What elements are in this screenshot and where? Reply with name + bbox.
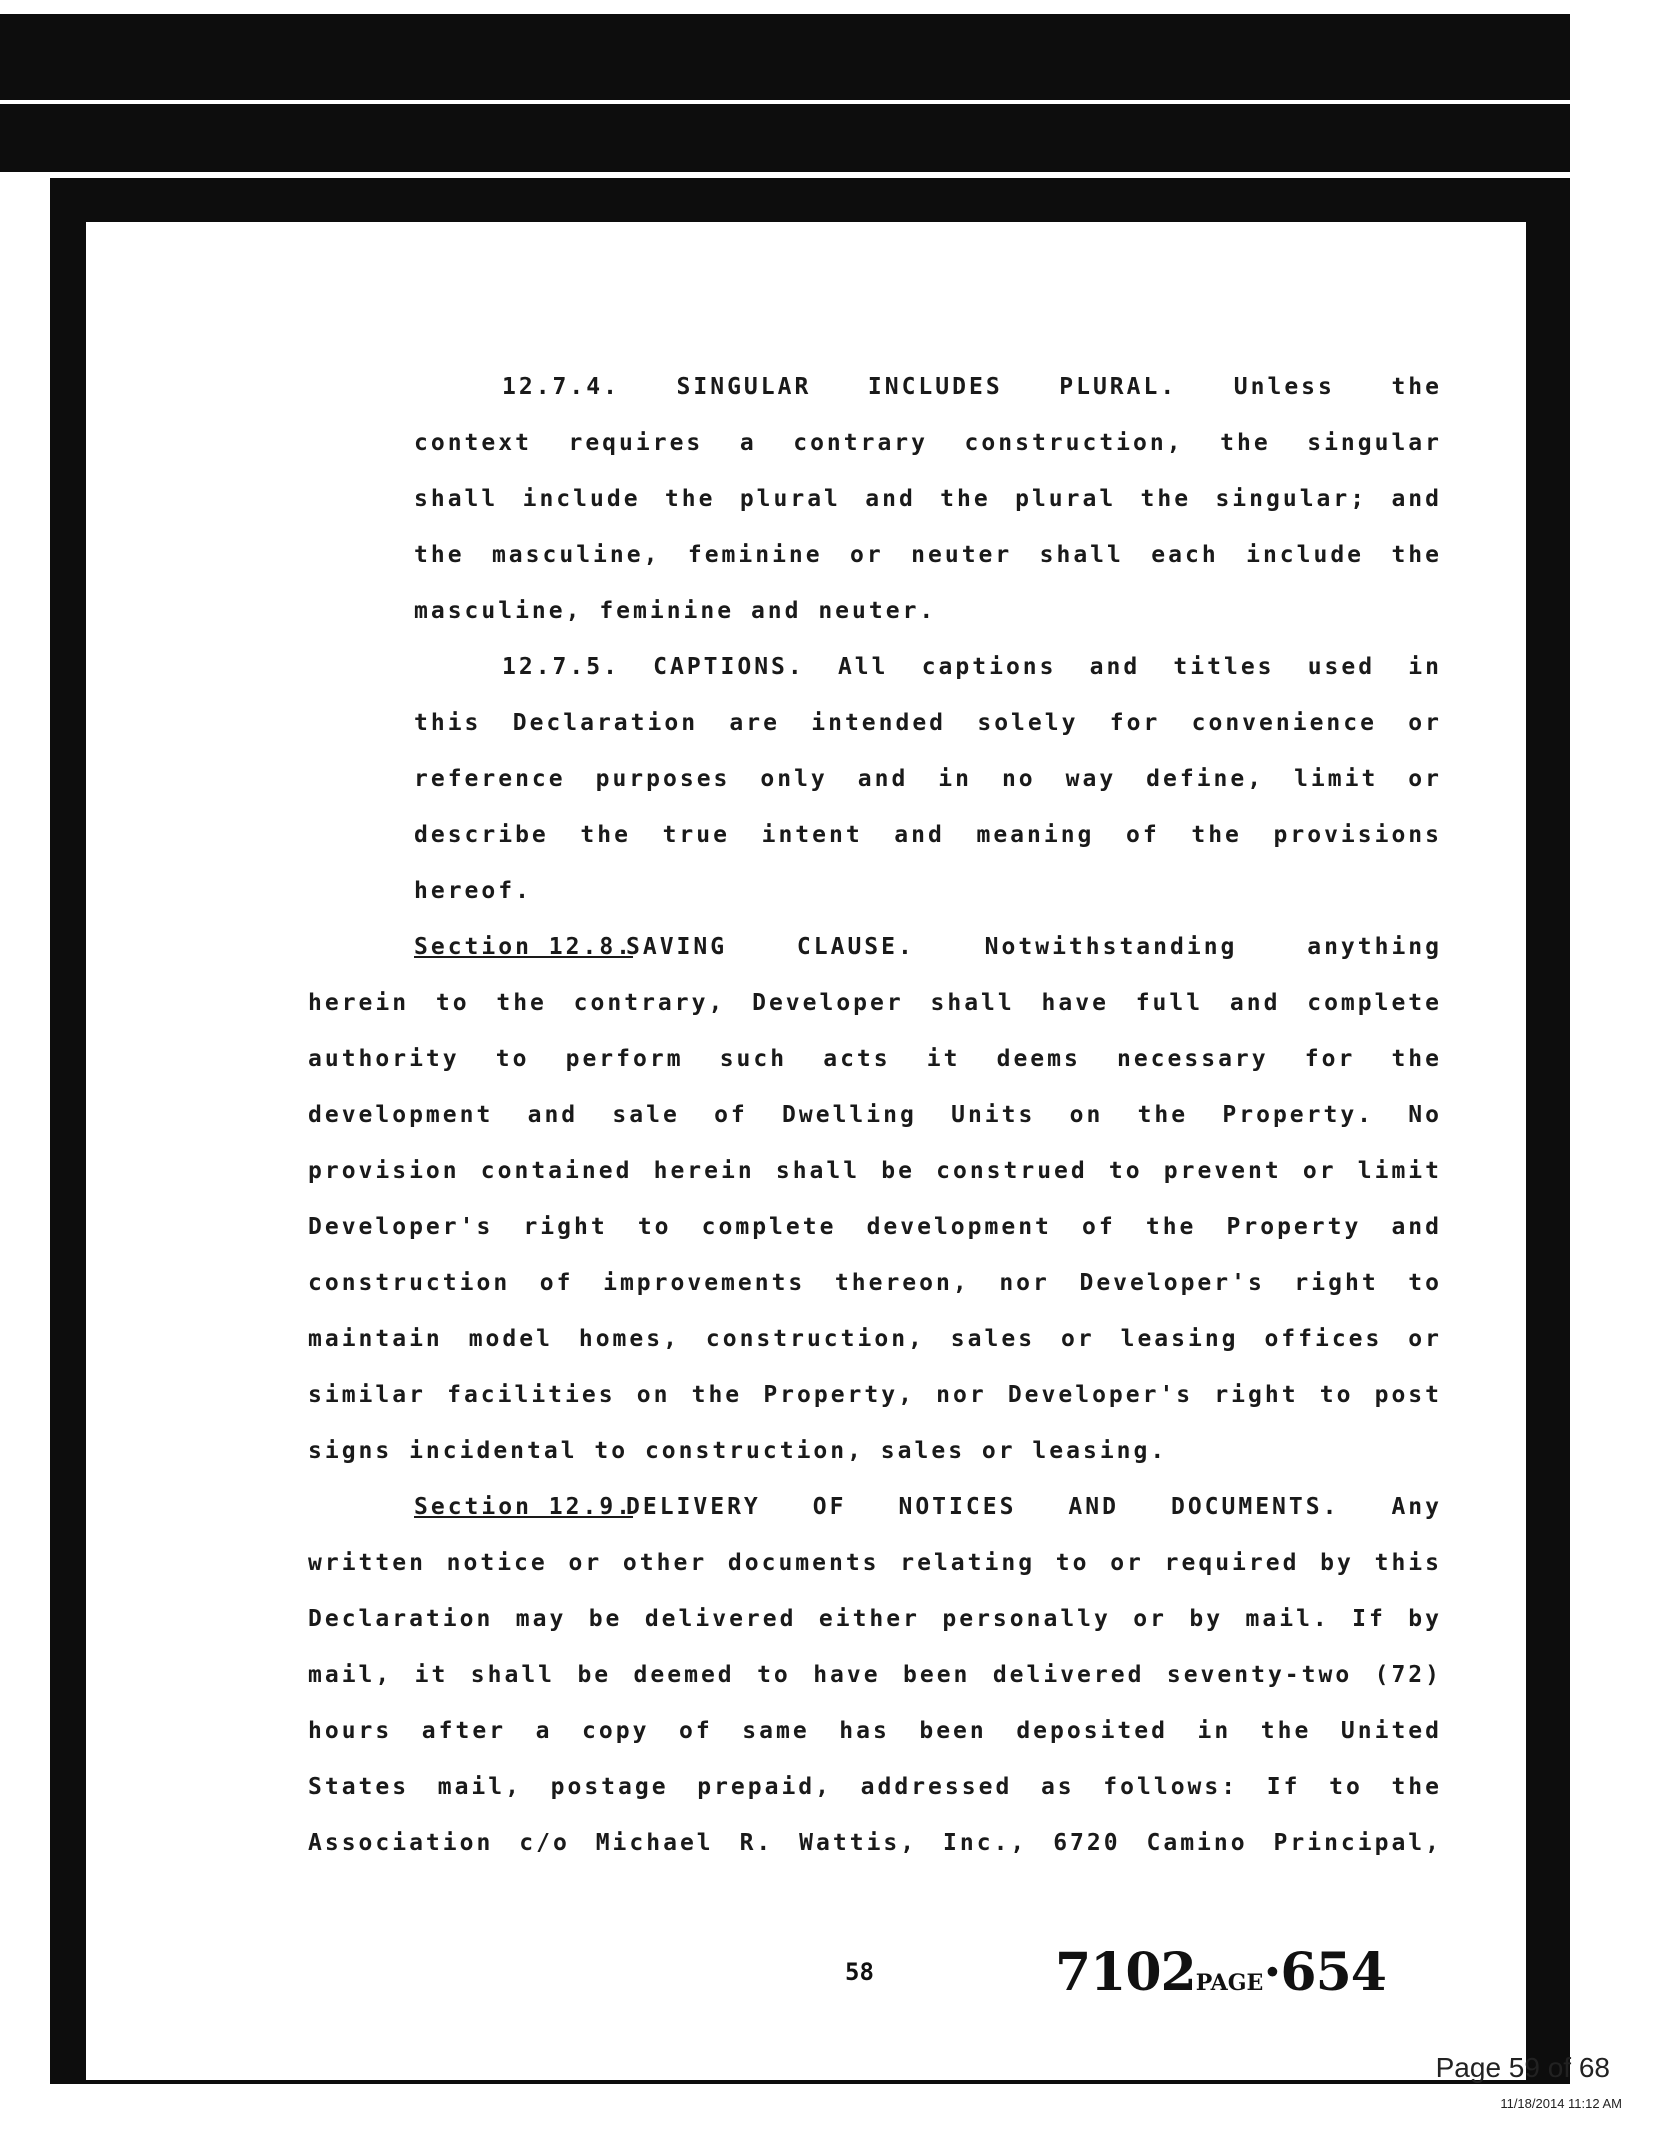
text-line: context requires a contrary construction, the singular [414, 430, 1442, 456]
text-line: hours after a copy of same has been deposited in the United [308, 1718, 1442, 1744]
book-number: 7102 [1055, 1942, 1196, 2003]
scan-top-band [0, 14, 1570, 100]
text-line: herein to the contrary, Developer shall have full and complete [308, 990, 1442, 1016]
document-page [86, 222, 1526, 2080]
print-timestamp: 11/18/2014 11:12 AM [1500, 2096, 1622, 2111]
text-line: Developer's right to complete development of the Property and [308, 1214, 1442, 1240]
text-line: signs incidental to construction, sales or leasing. [308, 1438, 1168, 1464]
text-line: 12.7.4. SINGULAR INCLUDES PLURAL. Unless the [502, 374, 1442, 400]
text-line: construction of improvements thereon, nor Developer's right to [308, 1270, 1442, 1296]
section-heading-12-9: Section 12.9. [414, 1494, 634, 1520]
text-line: development and sale of Dwelling Units on the Property. No [308, 1102, 1442, 1128]
document-page-reference: Page 59 of 68 [1435, 2052, 1610, 2083]
page-number: 58 [845, 1958, 874, 1986]
text-line: mail, it shall be deemed to have been delivered seventy-two (72) [308, 1662, 1442, 1688]
text-line: hereof. [414, 878, 532, 904]
text-line: maintain model homes, construction, sales or leasing offices or [308, 1326, 1442, 1352]
text-line: States mail, postage prepaid, addressed as follows: If to the [308, 1774, 1442, 1800]
book-page-number: 654 [1280, 1942, 1386, 2003]
text-line: DELIVERY OF NOTICES AND DOCUMENTS. Any [626, 1494, 1442, 1520]
scan-second-band [0, 104, 1570, 172]
text-line: Association c/o Michael R. Wattis, Inc., 6720 Camino Principal, [308, 1830, 1442, 1856]
text-line: written notice or other documents relating to or required by this [308, 1550, 1442, 1576]
text-line: the masculine, feminine or neuter shall each include the [414, 542, 1442, 568]
section-heading-12-8: Section 12.8. [414, 934, 634, 960]
text-line: authority to perform such acts it deems necessary for the [308, 1046, 1442, 1072]
book-page-stamp: 7102PAGE·654 [1055, 1942, 1386, 2003]
text-line: provision contained herein shall be construed to prevent or limit [308, 1158, 1442, 1184]
text-line: SAVING CLAUSE. Notwithstanding anything [626, 934, 1442, 960]
text-line: reference purposes only and in no way define, limit or [414, 766, 1442, 792]
text-line: similar facilities on the Property, nor Developer's right to post [308, 1382, 1442, 1408]
text-line: this Declaration are intended solely for convenience or [414, 710, 1442, 736]
page-label: PAGE [1195, 1970, 1264, 1996]
text-line: Declaration may be delivered either personally or by mail. If by [308, 1606, 1442, 1632]
text-line: 12.7.5. CAPTIONS. All captions and titles used in [502, 654, 1442, 680]
text-line: masculine, feminine and neuter. [414, 598, 937, 624]
text-line: describe the true intent and meaning of the provisions [414, 822, 1442, 848]
text-line: shall include the plural and the plural the singular; and [414, 486, 1442, 512]
